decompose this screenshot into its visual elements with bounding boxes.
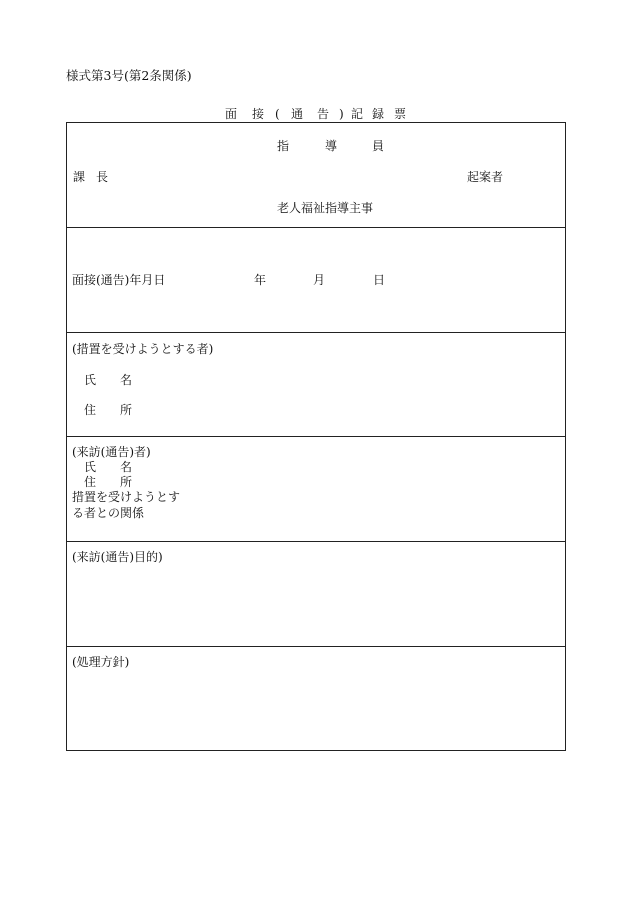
- guidance-label-char: 指: [277, 139, 290, 153]
- day-label: 日: [373, 273, 386, 287]
- section-chief-label-char: 課: [73, 170, 86, 184]
- interview-date-label: 面接(通告)年月日: [72, 273, 166, 287]
- guidance-label-char: 員: [372, 139, 385, 153]
- title-char: 票: [394, 107, 407, 121]
- name-label-char: 氏: [84, 460, 97, 474]
- interview-date-section: [67, 228, 565, 333]
- purpose-heading: (来訪(通告)目的): [72, 550, 163, 564]
- record-form: [66, 122, 566, 751]
- relation-label-line2: る者との関係: [72, 506, 145, 520]
- policy-section: [67, 647, 565, 751]
- title-char: 告: [317, 107, 330, 121]
- form-number: 様式第3号(第2条関係): [66, 68, 192, 83]
- address-label-char: 住: [84, 475, 97, 489]
- guidance-label-char: 導: [325, 139, 338, 153]
- title-char: 記: [351, 107, 364, 121]
- elderly-welfare-chief-label: 老人福祉指導主事: [277, 201, 374, 215]
- name-label-char: 氏: [84, 373, 97, 387]
- drafter-label: 起案者: [467, 170, 504, 184]
- visitor-section: [67, 437, 565, 542]
- year-label: 年: [254, 273, 267, 287]
- section-chief-label-char: 長: [96, 170, 109, 184]
- approval-section: [67, 123, 565, 228]
- title-char: 接: [252, 107, 265, 121]
- visitor-heading: (来訪(通告)者): [72, 445, 151, 459]
- subject-heading: (措置を受けようとする者): [72, 342, 214, 356]
- title-char: (: [275, 107, 280, 121]
- address-label-char: 住: [84, 403, 97, 417]
- name-label-char: 名: [120, 460, 133, 474]
- purpose-section: [67, 542, 565, 647]
- title-char: ): [339, 107, 344, 121]
- title-char: 通: [291, 107, 304, 121]
- address-label-char: 所: [120, 475, 133, 489]
- policy-heading: (処理方針): [72, 655, 130, 669]
- relation-label-line1: 措置を受けようとす: [72, 490, 181, 504]
- month-label: 月: [313, 273, 326, 287]
- title-char: 録: [372, 107, 385, 121]
- address-label-char: 所: [120, 403, 133, 417]
- name-label-char: 名: [120, 373, 133, 387]
- subject-section: [67, 333, 565, 437]
- title-char: 面: [225, 107, 238, 121]
